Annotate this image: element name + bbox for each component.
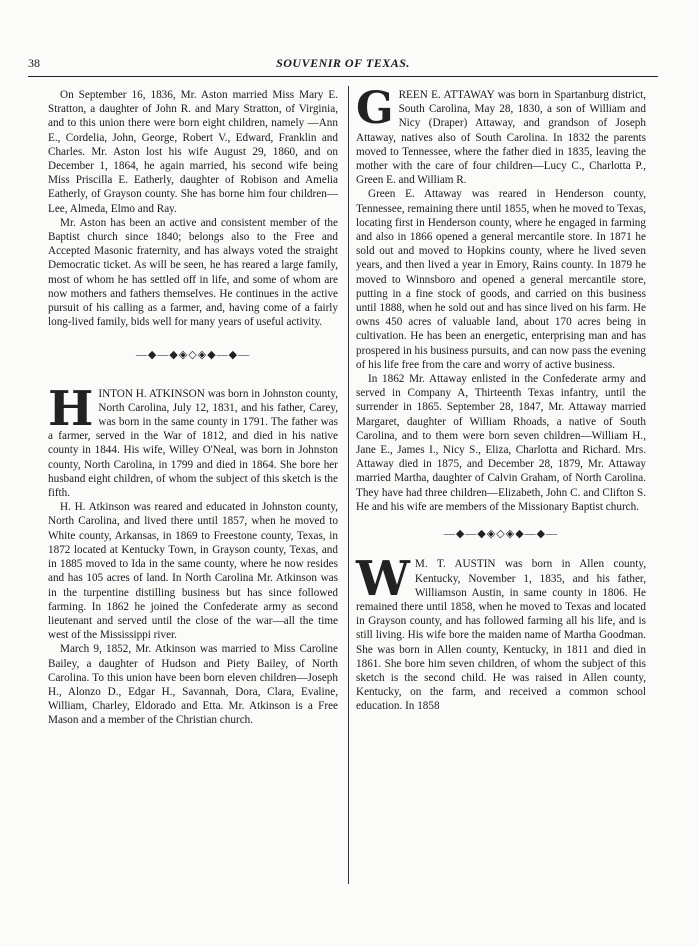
attaway-lead-paragraph: [356, 83, 646, 187]
section-ornament: —◆—◆◈◇◈◆—◆—: [443, 528, 559, 541]
right-column: [356, 83, 646, 714]
attaway-lead-text: REEN E. ATTAWAY was born in Spartanburg district, South Carolina, May 28, 1830, a son of William and Nicy (Draper) Attaway, and grandson of Joseph Attaway, natives also of South Carolina. In 1832 the parents moved to Tennessee, where the father died in 1835, leaving the mother with the care of four children—Lucy C., Charlotta P., Green E. and William R.: [356, 89, 646, 187]
aston-paragraph: Mr. Aston has been an active and consistent member of the Baptist church since 1840; belongs also to the Free and Accepted Masonic fraternity, and has always voted the straight Democratic ticket. As will be seen, he has reared a large family, most of whom he has settled off in life, and some of whom are now mothers and fathers themselves. He continues in the active pursuit of his calling as a farmer, and, having come of a fairly long-lived family, bids well for many years of useful activity.: [48, 216, 338, 329]
running-title: SOUVENIR OF TEXAS.: [276, 56, 410, 70]
atkinson-lead-text: INTON H. ATKINSON was born in Johnston county, North Carolina, July 12, 1831, and his father, Carey, was born in the same county in 1791. The father was a farmer, served in the War of 1812, and died in his native county in 1844. His wife, Willey O'Neal, was born in Johnston county, North Carolina, in 1799 and died in 1864. She bore her husband eight children, of whom the subject of this sketch is the fifth.: [48, 387, 338, 500]
atkinson-dropcap: H: [48, 380, 94, 437]
attaway-paragraph: Green E. Attaway was reared in Henderson county, Tennessee, remaining there until 1855, when he moved to Texas, locating first in Henderson county, where he engaged in farming and also in 1866 opened a general mercantile store. In 1871 he sold out and moved to Hopkins county, where he lived seven years, and then lived a year in Emory, Rains county. In 1879 he moved to Winnsboro and opened a general mercantile store, putting in a fine stock of goods, and carried on this business until 1888, when he sold out and has since lived on his farm. He owns 450 acres of valuable land, about 170 acres being in cultivation. He has been an energetic, enterprising man and has prospered in his business pursuits, and can now pass the evening of his life free from the care and worry of active business.: [356, 188, 646, 371]
atkinson-paragraph: H. H. Atkinson was reared and educated in Johnston county, North Carolina, and lived there until 1857, when he moved to White county, Arkansas, in 1869 to Freestone county, Texas, in 1872 located at Kentucky Town, in Grayson county, Texas, and in 1885 moved to Ida in the same county, where he now resides and has 105 acres of land. In North Carolina Mr. Atkinson was in the turpentine distilling business but has since followed farming. In 1862 he joined the Confederate army as second lieutenant and served until the close of the war—all the time west of the Mississippi river.: [48, 501, 338, 642]
austin-lead-text: M. T. AUSTIN was born in Allen county, Kentucky, November 1, 1835, and his father, Williamson Austin, in same county in 1806. He remained there until 1858, when he moved to Texas and located in Grayson county, and has followed farming all his life, and is still living. His wife bore the maiden name of Martha Goodman. She was born in Allen county, Kentucky, in 1811 and died in 1861. She bore him seven children, of whom the subject of this sketch is the second child. He was raised in Allen county, Kentucky, on the farm, and received a common school education. In 1858: [356, 558, 646, 713]
atkinson-lead-paragraph: [48, 380, 338, 501]
column-divider: [348, 86, 349, 884]
header-rule: [28, 76, 658, 77]
section-ornament: —◆—◆◈◇◈◆—◆—: [135, 349, 251, 362]
austin-dropcap: W: [356, 551, 410, 608]
page-number: 38: [28, 56, 40, 70]
austin-lead-paragraph: [356, 551, 646, 713]
page-header: [28, 56, 658, 74]
attaway-paragraph: In 1862 Mr. Attaway enlisted in the Confederate army and served in Company A, Thirteenth Texas infantry, until the surrender in 1865. September 28, 1847, Mr. Attaway married Margaret, daughter of William Rhoads, a native of South Carolina, and to them were born seven children—William H., Jane E., James I., Nicy S., Eliza, Charlotta and Richard. Mrs. Attaway died in 1875, and December 28, 1879, Mr. Attaway married Martha, daughter of Calvin Graham, of North Carolina. They have had three children—Elizabeth, John C. and Clifton S. He and his wife are members of the Missionary Baptist church.: [356, 373, 646, 513]
left-column: [48, 88, 338, 728]
aston-paragraph: On September 16, 1836, Mr. Aston married Miss Mary E. Stratton, a daughter of John R. and Mary Stratton, of Virginia, and to this union there were born eight children, namely —Ann E., Cordelia, John, George, Robert V., Edward, Franklin and Charles. Mr. Aston lost his wife August 29, 1860, and on December 1, 1864, he again married, his second wife being Miss Priscilla E. Eatherly, daughter of Robison and Amelia Eatherly, of Grayson county. She has borne him four children—Lee, Almeda, Elmo and Ray.: [48, 89, 338, 215]
attaway-dropcap: G: [356, 83, 394, 134]
atkinson-paragraph: March 9, 1852, Mr. Atkinson was married to Miss Caroline Bailey, a daughter of Hudson and Piety Bailey, of North Carolina. To this union have been born eleven children—Joseph H., Alonzo D., Edgar H., Savannah, Dora, Clara, Evaline, William, Charley, Eldorado and Etta. Mr. Atkinson is a Free Mason and a member of the Christian church.: [48, 643, 338, 727]
